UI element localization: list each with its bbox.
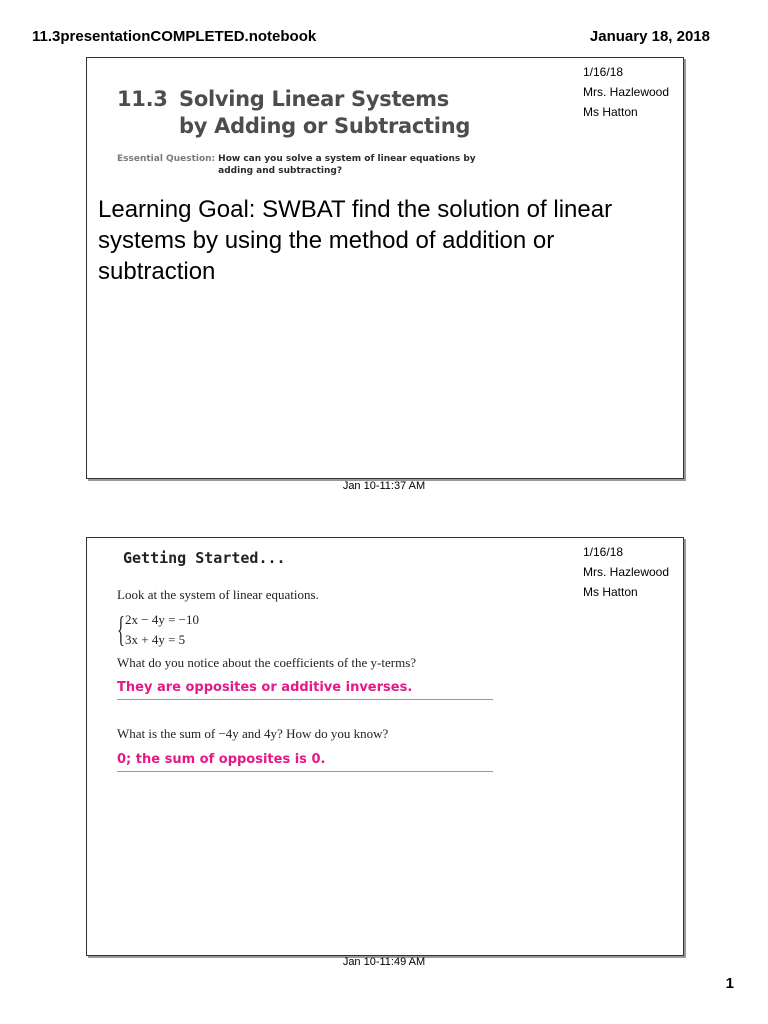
meta-teacher-1: Mrs. Hazlewood [583, 565, 670, 579]
essential-question-text: How can you solve a system of linear equations by adding and subtracting? [218, 154, 476, 176]
meta-date: 1/16/18 [583, 65, 624, 79]
equation-2: 3x + 4y = 5 [125, 632, 186, 647]
slide-meta [583, 62, 669, 122]
system-prompt: Look at the system of linear equations. [117, 587, 319, 602]
lesson-title [117, 86, 470, 140]
system-brace: { [117, 609, 125, 649]
title-line-1: Solving Linear Systems [179, 87, 449, 111]
slide-2-timestamp: Jan 10-11:49 AM [342, 956, 426, 968]
equation-1: 2x − 4y = −10 [125, 612, 199, 627]
getting-started-heading: Getting Started... [123, 549, 286, 567]
slide-2 [86, 537, 684, 956]
page-number: 1 [725, 975, 734, 992]
slide-1 [86, 57, 684, 479]
question-2: What is the sum of −4y and 4y? How do you know? [117, 726, 389, 741]
question-1: What do you notice about the coefficients of the y-terms? [117, 655, 417, 670]
learning-goal: Learning Goal: SWBAT find the solution of linear systems by using the method of addition or subtraction [98, 196, 613, 285]
meta-teacher-2: Ms Hatton [583, 105, 638, 119]
print-date: January 18, 2018 [589, 28, 710, 45]
slide-1-timestamp: Jan 10-11:37 AM [342, 480, 426, 492]
answer-1: They are opposites or additive inverses. [117, 680, 493, 700]
section-number: 11.3 [117, 87, 168, 111]
equation-system [117, 610, 199, 650]
essential-question-label: Essential Question: [117, 154, 216, 164]
title-line-2: by Adding or Subtracting [179, 114, 471, 138]
answer-2: 0; the sum of opposites is 0. [117, 752, 493, 772]
meta-teacher-1: Mrs. Hazlewood [583, 85, 670, 99]
meta-date: 1/16/18 [583, 545, 624, 559]
meta-teacher-2: Ms Hatton [583, 585, 638, 599]
notebook-filename: 11.3presentationCOMPLETED.notebook [32, 28, 317, 45]
essential-question [117, 153, 498, 177]
slide-meta [583, 542, 669, 602]
